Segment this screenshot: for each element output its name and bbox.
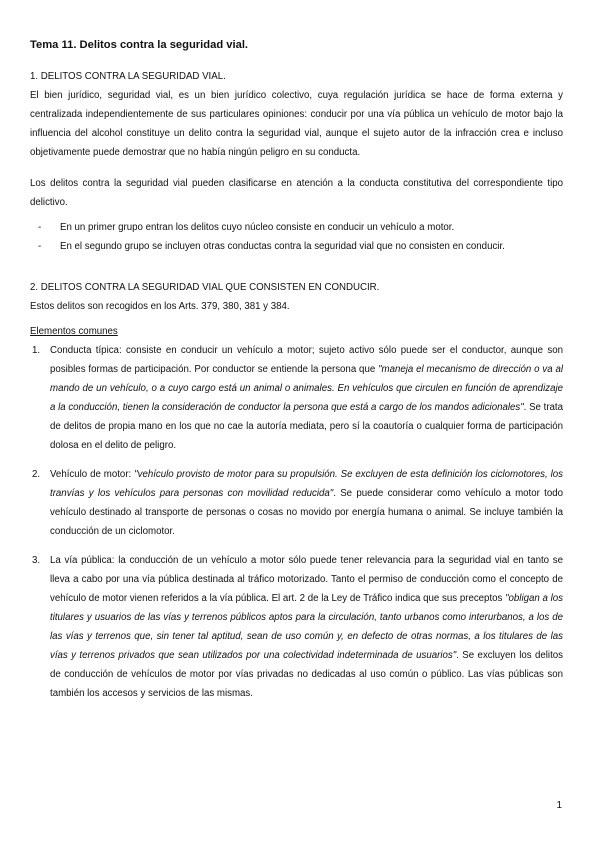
item-number: 1. bbox=[32, 345, 41, 356]
dash-bullet: - bbox=[38, 241, 42, 252]
item-text-cont: . Se puede considerar como vehículo a motor todo vehículo destinado al transporte de personas o cosas no movido por energía humana o animal. Se incluye también la conducción de un ciclomotor. bbox=[50, 488, 563, 537]
section-2-heading: 2. DELITOS CONTRA LA SEGURIDAD VIAL QUE CONSISTEN EN CONDUCIR. bbox=[30, 282, 380, 293]
section-1-paragraph-1: El bien jurídico, seguridad vial, es un bien jurídico colectivo, cuya regulación jurídica se hace de forma externa y centralizada independientemente de sus particulares opiniones: conducir por una vía pública un vehículo de motor bajo la influencia del alcohol constituye un delito contra la seguridad vial, aunque el sujeto autor de la infracción crea e incluso objetivamente puede demostrar que no había ningún peligro en su conducta. bbox=[30, 90, 563, 158]
list-item bbox=[30, 218, 563, 237]
item-text-cont: . Se excluyen los delitos de conducción de vehículos de motor por vías privadas no dedicadas al uso común o público. Las vías públicas son también los accesos y servicios de las mismas. bbox=[50, 650, 563, 699]
section-2-intro: Estos delitos son recogidos en los Arts. 379, 380, 381 y 384. bbox=[30, 301, 290, 312]
page-number: 1 bbox=[556, 800, 562, 811]
section-1-bullet-list bbox=[30, 218, 563, 256]
list-item bbox=[30, 465, 563, 541]
item-quote: "vehículo provisto de motor para su propulsión. Se excluyen de esta definición los ciclomotores, los tranvías y los vehículos para personas con movilidad reducida" bbox=[50, 469, 563, 499]
item-number: 3. bbox=[32, 555, 41, 566]
item-text-cont: . Se trata de delitos de propia mano en los que no cae la autoría mediata, pero sí la coautoría o cualquier forma de participación dolosa en el delito de peligro. bbox=[50, 402, 564, 451]
elementos-list bbox=[30, 341, 563, 703]
document-page bbox=[30, 36, 563, 703]
dash-bullet: - bbox=[38, 222, 42, 233]
list-item bbox=[30, 341, 563, 455]
item-number: 2. bbox=[32, 469, 41, 480]
item-text: Vehículo de motor: bbox=[50, 469, 135, 480]
item-quote: "obligan a los titulares y usuarios de las vías y terrenos públicos aptos para la circulación, tanto urbanos como interurbanos, a los de las vías y terrenos que, sin tener tal aptitud, sean de uso común y, en defecto de otras normas, a los titulares de las vías y terrenos privados que sean utilizados por una colectividad indeterminada de usuarios" bbox=[50, 593, 563, 661]
item-text: La vía pública: la conducción de un vehículo a motor sólo puede tener relevancia para la seguridad vial en tanto se lleva a cabo por una vía pública destinada al tráfico motorizado. Tanto el permiso de conducción como el concepto de vehículo de motor vienen referidos a la vía pública. El art. 2 de la Ley de Tráfico indica que sus preceptos bbox=[50, 555, 563, 604]
item-text: Conducta típica: consiste en conducir un vehículo a motor; sujeto activo sólo puede ser el conductor, aunque son posibles formas de participación. Por conductor se entiende la persona que bbox=[50, 345, 563, 375]
list-item-text: En un primer grupo entran los delitos cuyo núcleo consiste en conducir un vehículo a motor. bbox=[60, 222, 455, 233]
document-title: Tema 11. Delitos contra la seguridad vial. bbox=[30, 39, 249, 51]
elementos-comunes-heading: Elementos comunes bbox=[30, 326, 118, 337]
item-quote: "maneja el mecanismo de dirección o va al mando de un vehículo, o a cuyo cargo está un animal o animales. En vehículos que circulen en función de aprendizaje a la conducción, tienen la consideración de conductor la persona que está a cargo de los mandos adicionales" bbox=[50, 364, 564, 413]
list-item-text: En el segundo grupo se incluyen otras conductas contra la seguridad vial que no consisten en conducir. bbox=[60, 241, 505, 252]
list-item bbox=[30, 237, 563, 256]
section-1-heading: 1. DELITOS CONTRA LA SEGURIDAD VIAL. bbox=[30, 71, 226, 82]
list-item bbox=[30, 551, 563, 703]
section-1-paragraph-2: Los delitos contra la seguridad vial pueden clasificarse en atención a la conducta constitutiva del correspondiente tipo delictivo. bbox=[30, 178, 563, 208]
